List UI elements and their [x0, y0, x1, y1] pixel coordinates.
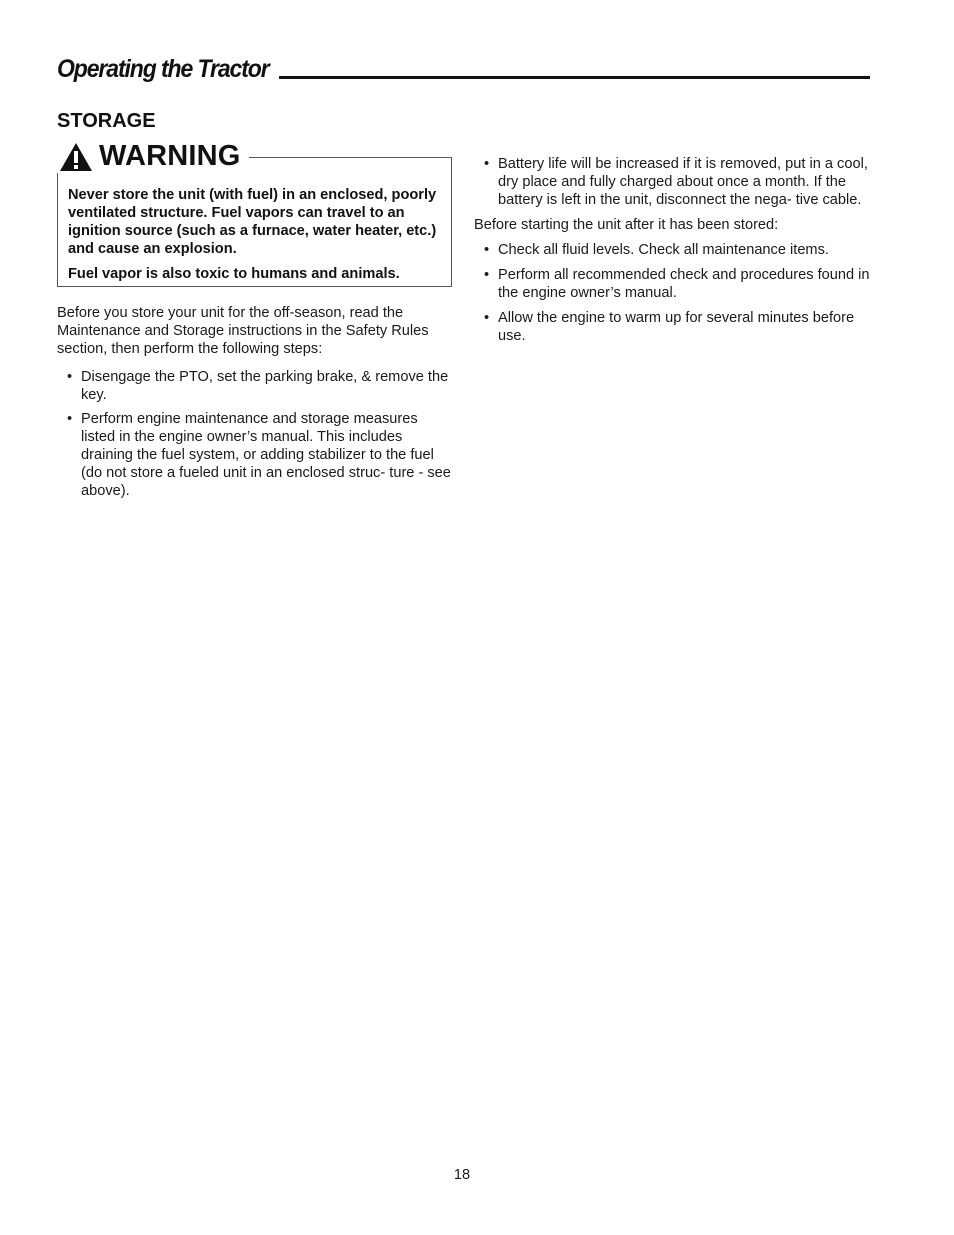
list-item: • Check all fluid levels. Check all maintenance items. — [474, 241, 874, 259]
page-header-title: Operating the Tractor — [57, 55, 269, 83]
warning-paragraph: Never store the unit (with fuel) in an enclosed, poorly ventilated structure. Fuel vapors can travel to an ignition source (such as a furnace, water heater, etc.) and cause an explosion. — [68, 187, 437, 257]
page-number: 18 — [453, 1167, 471, 1183]
section-title: STORAGE — [57, 110, 156, 132]
right-column — [474, 155, 874, 345]
left-column — [57, 304, 452, 500]
warning-triangle-icon — [59, 142, 93, 172]
list-item: • Allow the engine to warm up for several minutes before use. — [474, 309, 874, 345]
list-item: • Disengage the PTO, set the parking brake, & remove the key. — [57, 368, 452, 404]
warning-text — [68, 186, 443, 283]
header-rule — [279, 76, 870, 79]
right-top-bullet-list — [474, 155, 874, 209]
right-bullet-list — [474, 241, 874, 345]
list-item: • Perform all recommended check and procedures found in the engine owner’s manual. — [474, 266, 874, 302]
warning-paragraph: Fuel vapor is also toxic to humans and animals. — [68, 266, 400, 282]
warning-label: WARNING — [99, 140, 241, 172]
left-intro: Before you store your unit for the off-season, read the Maintenance and Storage instructions in the Safety Rules section, then perform the following steps: — [57, 305, 429, 357]
page-header — [57, 52, 870, 82]
list-item: • Perform engine maintenance and storage measures listed in the engine owner’s manual. This includes draining the fuel system, or adding stabilizer to the fuel (do not store a fueled unit in an enclosed struc- ture - see above). — [57, 410, 452, 500]
list-item: • Battery life will be increased if it is removed, put in a cool, dry place and fully charged about once a month. If the battery is left in the unit, disconnect the nega- tive cable. — [474, 155, 874, 209]
right-intro: Before starting the unit after it has been stored: — [474, 217, 779, 233]
warning-header — [57, 140, 249, 173]
left-bullet-list — [57, 368, 452, 500]
